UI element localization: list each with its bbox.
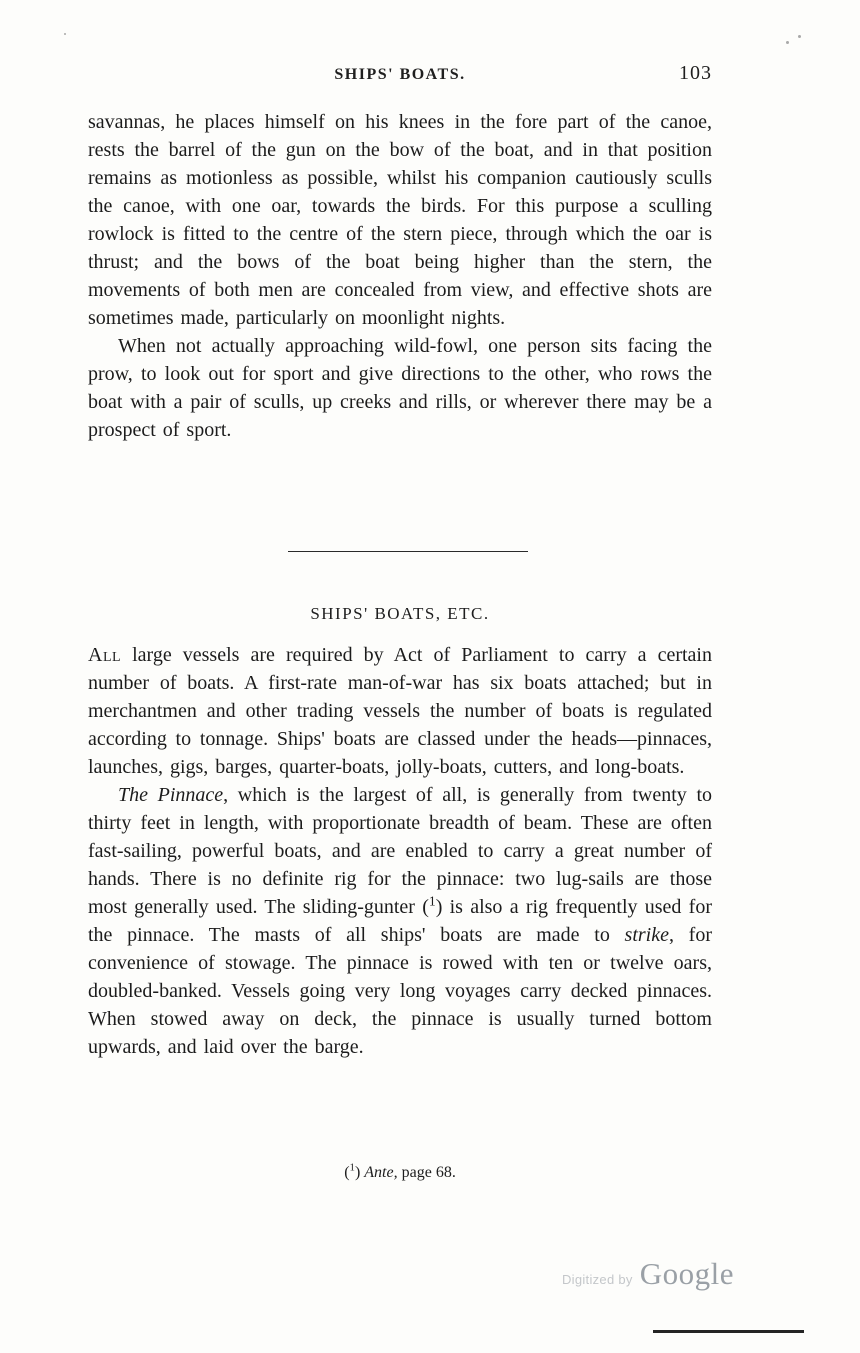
bottom-rule	[653, 1330, 804, 1333]
page-number: 103	[679, 62, 712, 84]
paragraph-wildfowl: When not actually approaching wild-fowl, one person sits facing the prow, to look out for sport and give directions to the other, who rows the boat with a pair of sculls, up creeks and rills, or wherever there may be a prospect of sport.	[88, 335, 712, 441]
footnote: ($^1$) Ante, page 68.	[344, 1161, 456, 1181]
section-text	[88, 641, 712, 1061]
section-heading: SHIPS' BOATS, ETC.	[310, 604, 490, 623]
scan-speck	[64, 33, 66, 35]
scan-speck	[798, 35, 801, 38]
google-logo: Google	[639, 1256, 734, 1291]
google-watermark	[562, 1256, 734, 1292]
paragraph-pinnace: The Pinnace, which is the largest of all, is generally from twenty to thirty feet in length, with proportionate breadth of beam. These are often fast-sailing, powerful boats, and are enabled to carry a great number of hands. There is no definite rig for the pinnace: two lug-sails are those most generally used. The sliding-gunter ($^1$) is also a rig frequently used for the pinnace. The masts of all ships' boats are made to strike, for convenience of stowage. The pinnace is rowed with ten or twelve oars, doubled-banked. Vessels going very long voyages carry decked pinnaces. When stowed away on deck, the pinnace is usually turned bottom upwards, and laid over the barge.	[88, 784, 713, 1058]
paragraph-savannas: savannas, he places himself on his knees in the fore part of the canoe, rests the barrel of the gun on the bow of the boat, and in that position remains as motionless as possible, whilst his companion cautiously sculls the canoe, with one oar, towards the birds. For this purpose a sculling rowlock is fitted to the centre of the stern piece, through which the oar is thrust; and the bows of the boat being higher than the stern, the movements of both men are concealed from view, and effective shots are sometimes made, particularly on moonlight nights.	[88, 111, 712, 329]
digitized-by-label: Digitized by	[561, 1272, 633, 1287]
page-header	[88, 62, 712, 92]
scan-speck	[786, 41, 789, 44]
section-divider	[288, 551, 528, 552]
running-head-title: SHIPS' BOATS.	[334, 66, 466, 83]
paragraph-all-vessels: All large vessels are required by Act of Parliament to carry a certain number of boats. A first-rate man-of-war has six boats attached; but in merchantmen and other trading vessels the number of boats is regulated according to tonnage. Ships' boats are classed under the heads—pinnaces, launches, gigs, barges, quarter-boats, jolly-boats, cutters, and long-boats.	[88, 644, 712, 778]
body-text	[88, 108, 712, 444]
